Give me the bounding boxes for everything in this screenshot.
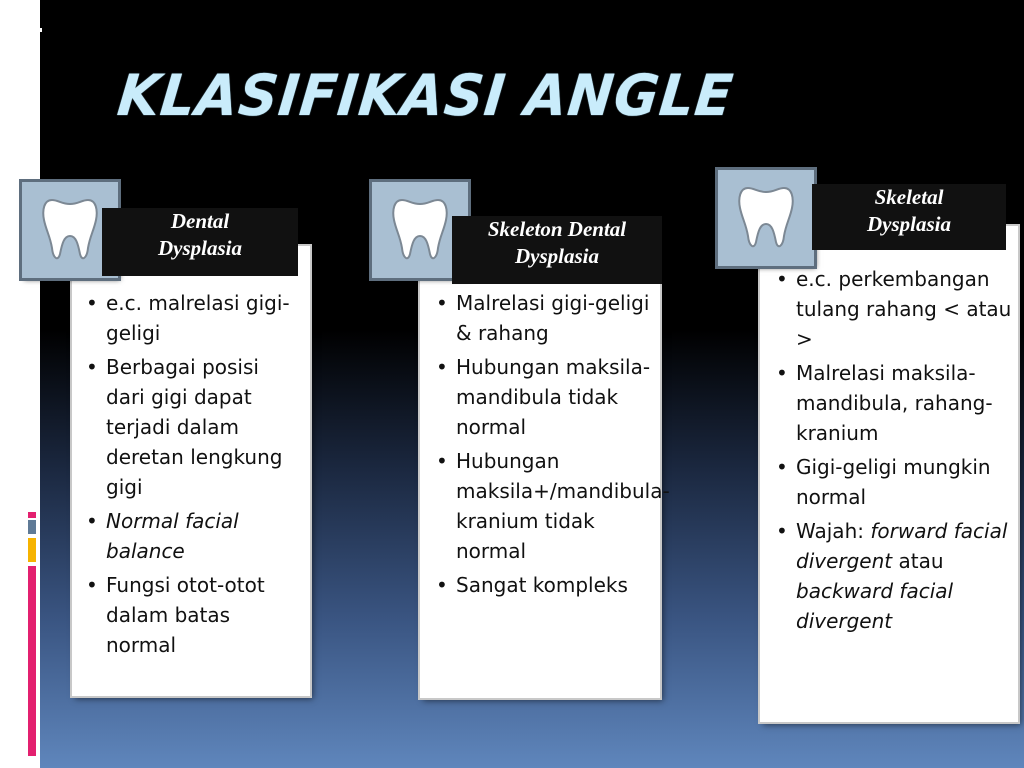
slide-title: KLASIFIKASI ANGLE — [114, 62, 737, 129]
card-dental-dysplasia — [72, 246, 310, 696]
card-skeletal-dysplasia — [760, 226, 1018, 722]
list-item: • Malrelasi maksila-mandibula, rahang-kranium — [776, 358, 1012, 448]
card-skeleton-dental-dysplasia — [420, 280, 670, 698]
list-item: • Sangat kompleks — [436, 570, 652, 600]
list-item: • Wajah: forward facial divergent atau backward facial divergent — [776, 516, 1012, 636]
list-item: • Hubungan maksila-mandibula tidak normal — [436, 352, 652, 442]
bullet-list — [436, 288, 670, 604]
list-item: • e.c. malrelasi gigi-geligi — [86, 288, 300, 348]
card-label: Skeletal Dysplasia — [812, 184, 1006, 250]
list-item: • Fungsi otot-otot dalam batas normal — [86, 570, 300, 660]
corner-decoration — [18, 28, 42, 120]
bullet-list — [776, 264, 1012, 640]
tooth-icon — [40, 196, 100, 264]
list-item: • Hubungan maksila+/mandibula-kranium tidak normal — [436, 446, 652, 566]
list-item: • e.c. perkembangan tulang rahang < atau > — [776, 264, 1012, 354]
tooth-icon — [736, 184, 796, 252]
list-item: • Malrelasi gigi-geligi & rahang — [436, 288, 652, 348]
tooth-icon — [390, 196, 450, 264]
card-label: Dental Dysplasia — [102, 208, 298, 276]
bullet-list — [86, 288, 300, 664]
card-label: Skeleton Dental Dysplasia — [452, 216, 662, 284]
tooth-icon-box — [718, 170, 814, 266]
list-item: • Berbagai posisi dari gigi dapat terjadi dalam deretan lengkung gigi — [86, 352, 300, 502]
list-item: • Normal facial balance — [86, 506, 300, 566]
list-item: • Gigi-geligi mungkin normal — [776, 452, 1012, 512]
